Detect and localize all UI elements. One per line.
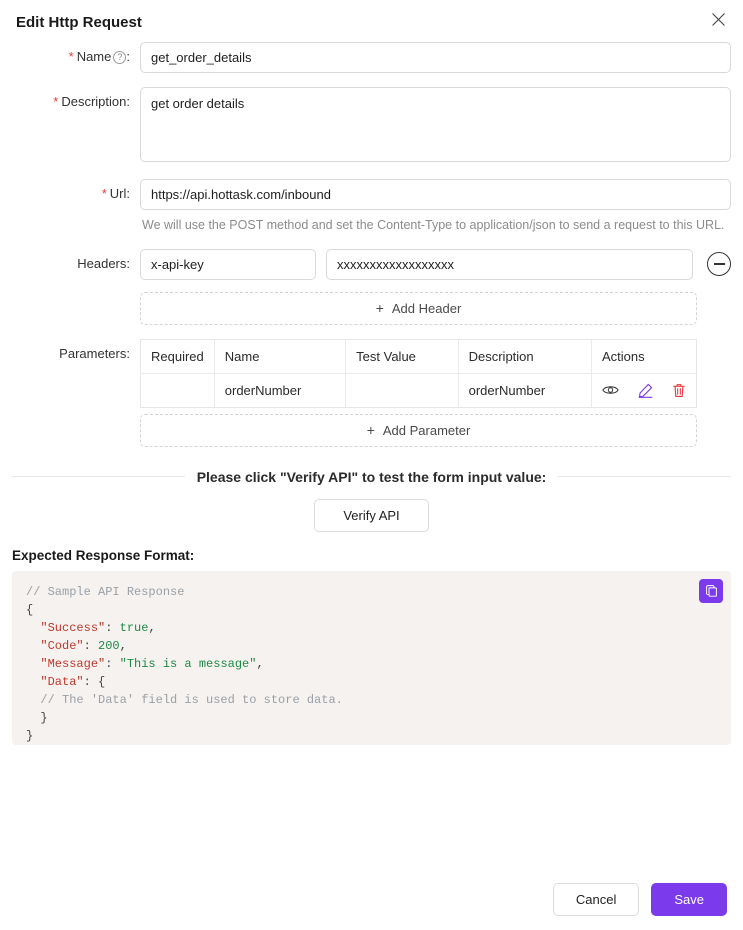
parameters-table — [140, 339, 697, 408]
description-label: * Description: — [53, 94, 130, 109]
response-code-block — [12, 571, 731, 745]
parameters-label-text: Parameters — [59, 345, 127, 361]
verify-api-button[interactable]: Verify API — [314, 499, 428, 532]
code-trail: , — [148, 620, 156, 635]
code-trail: , — [256, 656, 264, 671]
code-line — [26, 709, 717, 727]
plus-icon: + — [366, 422, 375, 439]
code-line — [26, 583, 717, 601]
divider-left — [12, 476, 185, 477]
code-line: "Data": { — [40, 674, 106, 689]
code-key: "Success" — [40, 620, 106, 635]
column-header-name: Name — [214, 339, 345, 373]
form-body — [0, 34, 743, 447]
code-line — [26, 601, 717, 619]
help-icon[interactable]: ? — [113, 51, 126, 64]
header-value-input[interactable] — [326, 249, 693, 280]
add-header-label: Add Header — [391, 300, 462, 316]
url-label-text: Url — [109, 186, 127, 201]
code-brace: { — [26, 602, 34, 617]
code-key: "Code" — [40, 638, 84, 653]
header-row — [140, 249, 731, 280]
add-parameter-button[interactable] — [140, 414, 697, 447]
code-value: 200 — [98, 638, 120, 653]
field-row-headers — [12, 249, 731, 325]
url-hint: We will use the POST method and set the Content-Type to application/json to send a request to this URL. — [142, 218, 725, 232]
eye-icon[interactable] — [602, 383, 619, 397]
code-value: { — [98, 674, 106, 689]
name-label: * Name ? : — [68, 49, 130, 64]
code-key: "Data" — [40, 674, 84, 689]
url-label: * Url: — [101, 186, 130, 201]
code-line: "Message": "This is a message", — [40, 656, 264, 671]
copy-icon[interactable] — [699, 579, 723, 603]
cell-name: orderNumber — [214, 373, 345, 407]
divider-right — [558, 476, 731, 477]
code-line: "Code": 200, — [40, 638, 127, 653]
code-line — [26, 691, 717, 709]
close-icon[interactable] — [705, 6, 731, 32]
required-marker: * — [68, 49, 74, 64]
minus-circle-icon[interactable] — [707, 252, 731, 276]
code-comment: // Sample API Response — [26, 584, 185, 599]
name-label-text: Name — [76, 49, 112, 64]
save-button[interactable]: Save — [651, 883, 727, 916]
field-row-description — [12, 87, 731, 165]
code-line: "Success": true, — [40, 620, 156, 635]
plus-icon: + — [375, 300, 384, 317]
cell-actions — [592, 373, 697, 407]
headers-label-text: Headers — [77, 255, 127, 271]
code-brace: } — [26, 728, 34, 743]
parameters-label: Parameters: — [59, 345, 130, 361]
expected-response-title: Expected Response Format: — [12, 547, 195, 563]
dialog-footer — [0, 868, 743, 930]
verify-note-row — [0, 469, 743, 485]
column-header-test-value: Test Value — [346, 339, 458, 373]
name-input[interactable] — [140, 42, 731, 73]
cell-required — [141, 373, 215, 407]
edit-pencil-icon[interactable] — [638, 383, 653, 398]
column-header-required: Required — [141, 339, 215, 373]
cell-description: orderNumber — [458, 373, 591, 407]
add-header-button[interactable] — [140, 292, 697, 325]
cancel-button[interactable]: Cancel — [553, 883, 639, 916]
url-input[interactable] — [140, 179, 731, 210]
dialog-header — [0, 0, 743, 34]
code-value: true — [119, 620, 149, 635]
verify-note-text: Please click "Verify API" to test the form input value: — [196, 468, 547, 485]
table-header-row — [141, 339, 697, 373]
table-row — [141, 373, 697, 407]
column-header-actions: Actions — [592, 339, 697, 373]
field-row-parameters — [12, 339, 731, 447]
field-row-url — [12, 179, 731, 235]
add-parameter-label: Add Parameter — [382, 422, 471, 438]
field-row-name — [12, 42, 731, 73]
required-marker: * — [53, 94, 59, 109]
code-value: "This is a message" — [119, 656, 257, 671]
cell-test-value — [346, 373, 458, 407]
delete-trash-icon[interactable] — [672, 383, 686, 398]
code-trail: , — [119, 638, 127, 653]
code-brace: } — [40, 710, 48, 725]
code-line — [26, 727, 717, 745]
headers-label: Headers: — [77, 255, 130, 271]
header-key-input[interactable] — [140, 249, 316, 280]
dialog-title: Edit Http Request — [16, 13, 142, 31]
verify-button-wrap — [0, 499, 743, 532]
code-key: "Message" — [40, 656, 106, 671]
column-header-description: Description — [458, 339, 591, 373]
description-label-text: Description — [61, 94, 127, 109]
description-textarea[interactable] — [140, 87, 731, 162]
required-marker: * — [101, 186, 107, 201]
code-comment: // The 'Data' field is used to store data. — [40, 692, 343, 707]
